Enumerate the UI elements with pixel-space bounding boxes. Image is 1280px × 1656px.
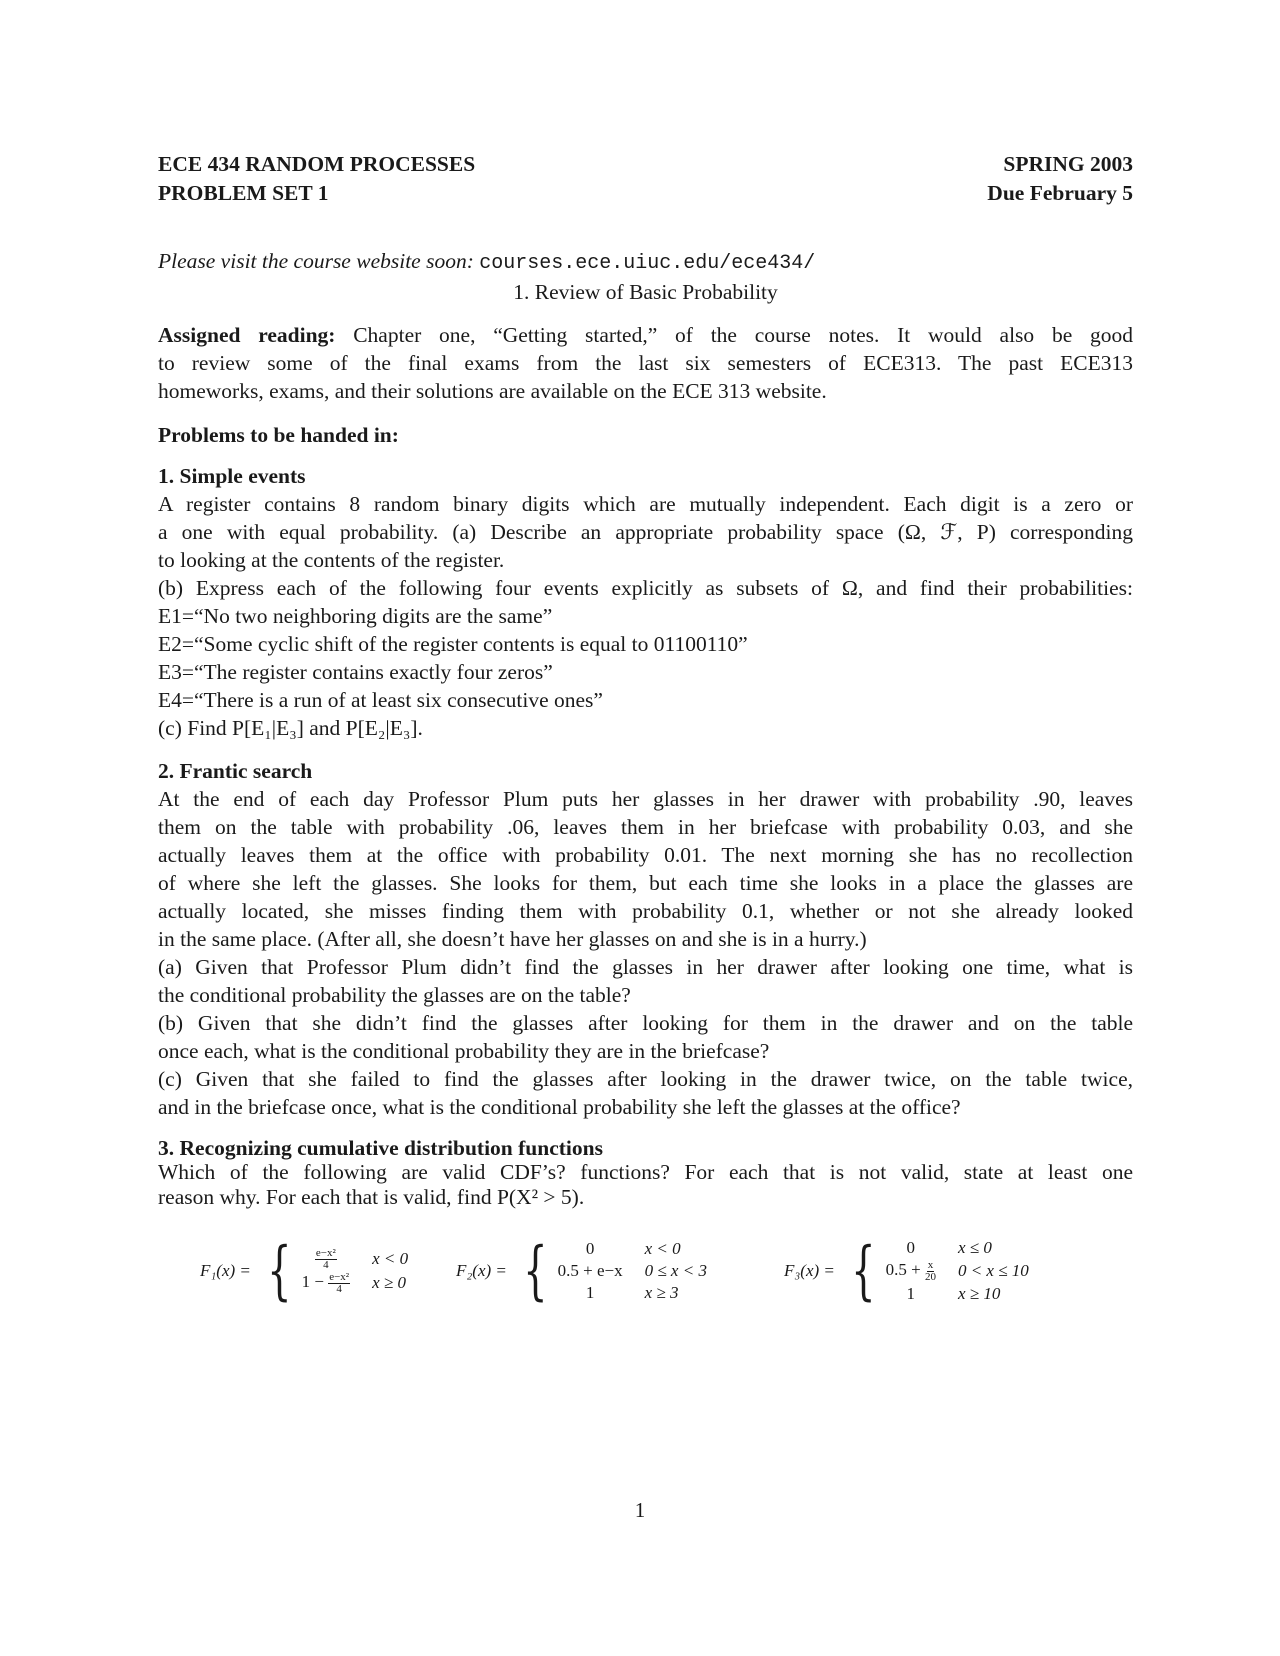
f2-value-3: 1 xyxy=(585,1283,595,1302)
event-e2: E2=“Some cyclic shift of the register contents is equal to 01100110” xyxy=(158,632,748,656)
f1-cond-1: x < 0 xyxy=(372,1249,409,1269)
section-subtitle: 1. Review of Basic Probability xyxy=(513,280,778,304)
problems-heading: Problems to be handed in: xyxy=(158,423,399,447)
f3-value-2 xyxy=(886,1259,936,1283)
f3-cond-2: 0 < x ≤ 10 xyxy=(957,1261,1029,1280)
cdf-f1 xyxy=(200,1236,408,1306)
cdf-formulas xyxy=(200,1236,1100,1306)
p2-line: once each, what is the conditional probability they are in the briefcase? xyxy=(158,1039,770,1063)
website-note xyxy=(158,247,1133,278)
f2-value-1: 0 xyxy=(585,1239,595,1258)
reading-line-3: homeworks, exams, and their solutions are available on the ECE 313 website. xyxy=(158,379,827,403)
f2-value-2: 0.5 + e−x xyxy=(557,1261,623,1280)
p1-line: A register contains 8 random binary digits which are mutually independent. Each digit is a zero or xyxy=(158,492,1133,516)
p2-line: (c) Given that she failed to find the glasses after looking in the drawer twice, on the table twice, xyxy=(158,1067,1133,1091)
problem-3-title: 3. Recognizing cumulative distribution functions xyxy=(158,1136,603,1160)
problem-2-body xyxy=(158,785,1133,1121)
course-title: ECE 434 RANDOM PROCESSES xyxy=(158,152,476,176)
event-e3: E3=“The register contains exactly four zeros” xyxy=(158,660,553,684)
problem-1-title: 1. Simple events xyxy=(158,464,306,488)
f3-v2-prefix: 0.5 + xyxy=(885,1260,921,1280)
page-number: 1 xyxy=(634,1498,646,1522)
assigned-reading-label: Assigned reading: xyxy=(158,323,336,347)
problem-set-title: PROBLEM SET 1 xyxy=(158,181,329,205)
f3-v2-den: 20 xyxy=(924,1270,936,1283)
problem-3-body xyxy=(158,1160,1133,1210)
p2-line: actually leaves them at the office with probability 0.01. The next morning she has no recollection xyxy=(158,843,1133,867)
p2-line: (a) Given that Professor Plum didn’t find the glasses in her drawer after looking one time, what is xyxy=(158,955,1133,979)
p2-line: of where she left the glasses. She looks for them, but each time she looks in a place the glasses are xyxy=(158,871,1133,895)
f1-fraction xyxy=(328,1272,350,1295)
f3-value-3: 1 xyxy=(906,1283,916,1303)
problem-1-body xyxy=(158,490,1133,742)
due-date: Due February 5 xyxy=(987,181,1133,205)
header-left xyxy=(158,150,475,208)
f1-v2-num: e−x² xyxy=(329,1270,350,1283)
reading-line-1: Chapter one, “Getting started,” of the course notes. It would also be good xyxy=(353,323,1133,347)
f1-value-2 xyxy=(302,1271,350,1295)
document-page xyxy=(158,150,1133,1210)
f3-fraction xyxy=(925,1260,936,1283)
p2-line: and in the briefcase once, what is the conditional probability she left the glasses at the office? xyxy=(158,1095,961,1119)
f3-value-1: 0 xyxy=(906,1238,916,1258)
f1-v1-num: e−x² xyxy=(315,1247,336,1259)
f3-cases xyxy=(886,1237,1029,1305)
p2-line: in the same place. (After all, she doesn’t have her glasses on and she is in a hurry.) xyxy=(158,927,867,951)
f1-v1-den: 4 xyxy=(323,1259,329,1271)
event-e4: E4=“There is a run of at least six consecutive ones” xyxy=(158,688,603,712)
f2-cond-1: x < 0 xyxy=(644,1239,681,1258)
f1-cond-2: x ≥ 0 xyxy=(372,1272,406,1292)
p1-line: to looking at the contents of the register. xyxy=(158,548,505,572)
f1-lhs: F₁(x) = xyxy=(200,1261,251,1280)
f2-brace: { xyxy=(523,1234,548,1308)
cdf-f3 xyxy=(784,1236,1029,1306)
f1-brace: { xyxy=(267,1234,292,1308)
p1-line: (b) Express each of the following four events explicitly as subsets of Ω, and find their probabilities: xyxy=(158,576,1133,600)
f2-cond-3: x ≥ 3 xyxy=(644,1283,679,1302)
f3-cond-1: x ≤ 0 xyxy=(957,1238,992,1258)
f1-cases xyxy=(302,1247,409,1294)
website-url: courses.ece.uiuc.edu/ece434/ xyxy=(479,252,816,275)
f1-v2-den: 4 xyxy=(336,1282,342,1295)
header-right xyxy=(987,150,1133,208)
reading-line-2: to review some of the final exams from the last six semesters of ECE313. The past ECE313 xyxy=(158,351,1133,375)
f3-brace: { xyxy=(851,1234,876,1308)
f2-cases xyxy=(558,1238,707,1304)
cdf-f2 xyxy=(456,1236,707,1306)
p1-line: a one with equal probability. (a) Describe an appropriate probability space (Ω, ℱ, P) corresponding xyxy=(158,520,1133,544)
f1-fraction xyxy=(315,1248,337,1271)
event-e1: E1=“No two neighboring digits are the same” xyxy=(158,604,553,628)
f1-value-1 xyxy=(302,1247,350,1271)
website-prefix: Please visit the course website soon: xyxy=(158,249,474,273)
f3-v2-num: x xyxy=(927,1258,934,1271)
term: SPRING 2003 xyxy=(1003,152,1133,176)
problem-2-title: 2. Frantic search xyxy=(158,759,313,783)
f2-lhs: F₂(x) = xyxy=(456,1261,507,1280)
f2-cond-2: 0 ≤ x < 3 xyxy=(644,1261,707,1280)
f1-v2-prefix: 1 − xyxy=(301,1272,324,1291)
p2-line: actually located, she misses finding them with probability 0.1, whether or not she already looked xyxy=(158,899,1133,923)
assigned-reading xyxy=(158,321,1133,405)
p3-line: reason why. For each that is valid, find P(X² > 5). xyxy=(158,1185,585,1209)
p2-line: At the end of each day Professor Plum puts her glasses in her drawer with probability .90, leaves xyxy=(158,787,1133,811)
p2-line: the conditional probability the glasses are on the table? xyxy=(158,983,631,1007)
header xyxy=(158,150,1133,208)
f3-lhs: F₃(x) = xyxy=(784,1261,835,1280)
p1-part-c: (c) Find P[E₁|E₃] and P[E₂|E₃]. xyxy=(158,716,423,740)
p3-line: Which of the following are valid CDF’s? functions? For each that is not valid, state at least one xyxy=(158,1160,1133,1184)
p2-line: (b) Given that she didn’t find the glasses after looking for them in the drawer and on the table xyxy=(158,1011,1133,1035)
p2-line: them on the table with probability .06, leaves them in her briefcase with probability 0.03, and she xyxy=(158,815,1133,839)
f3-cond-3: x ≥ 10 xyxy=(957,1283,1001,1303)
